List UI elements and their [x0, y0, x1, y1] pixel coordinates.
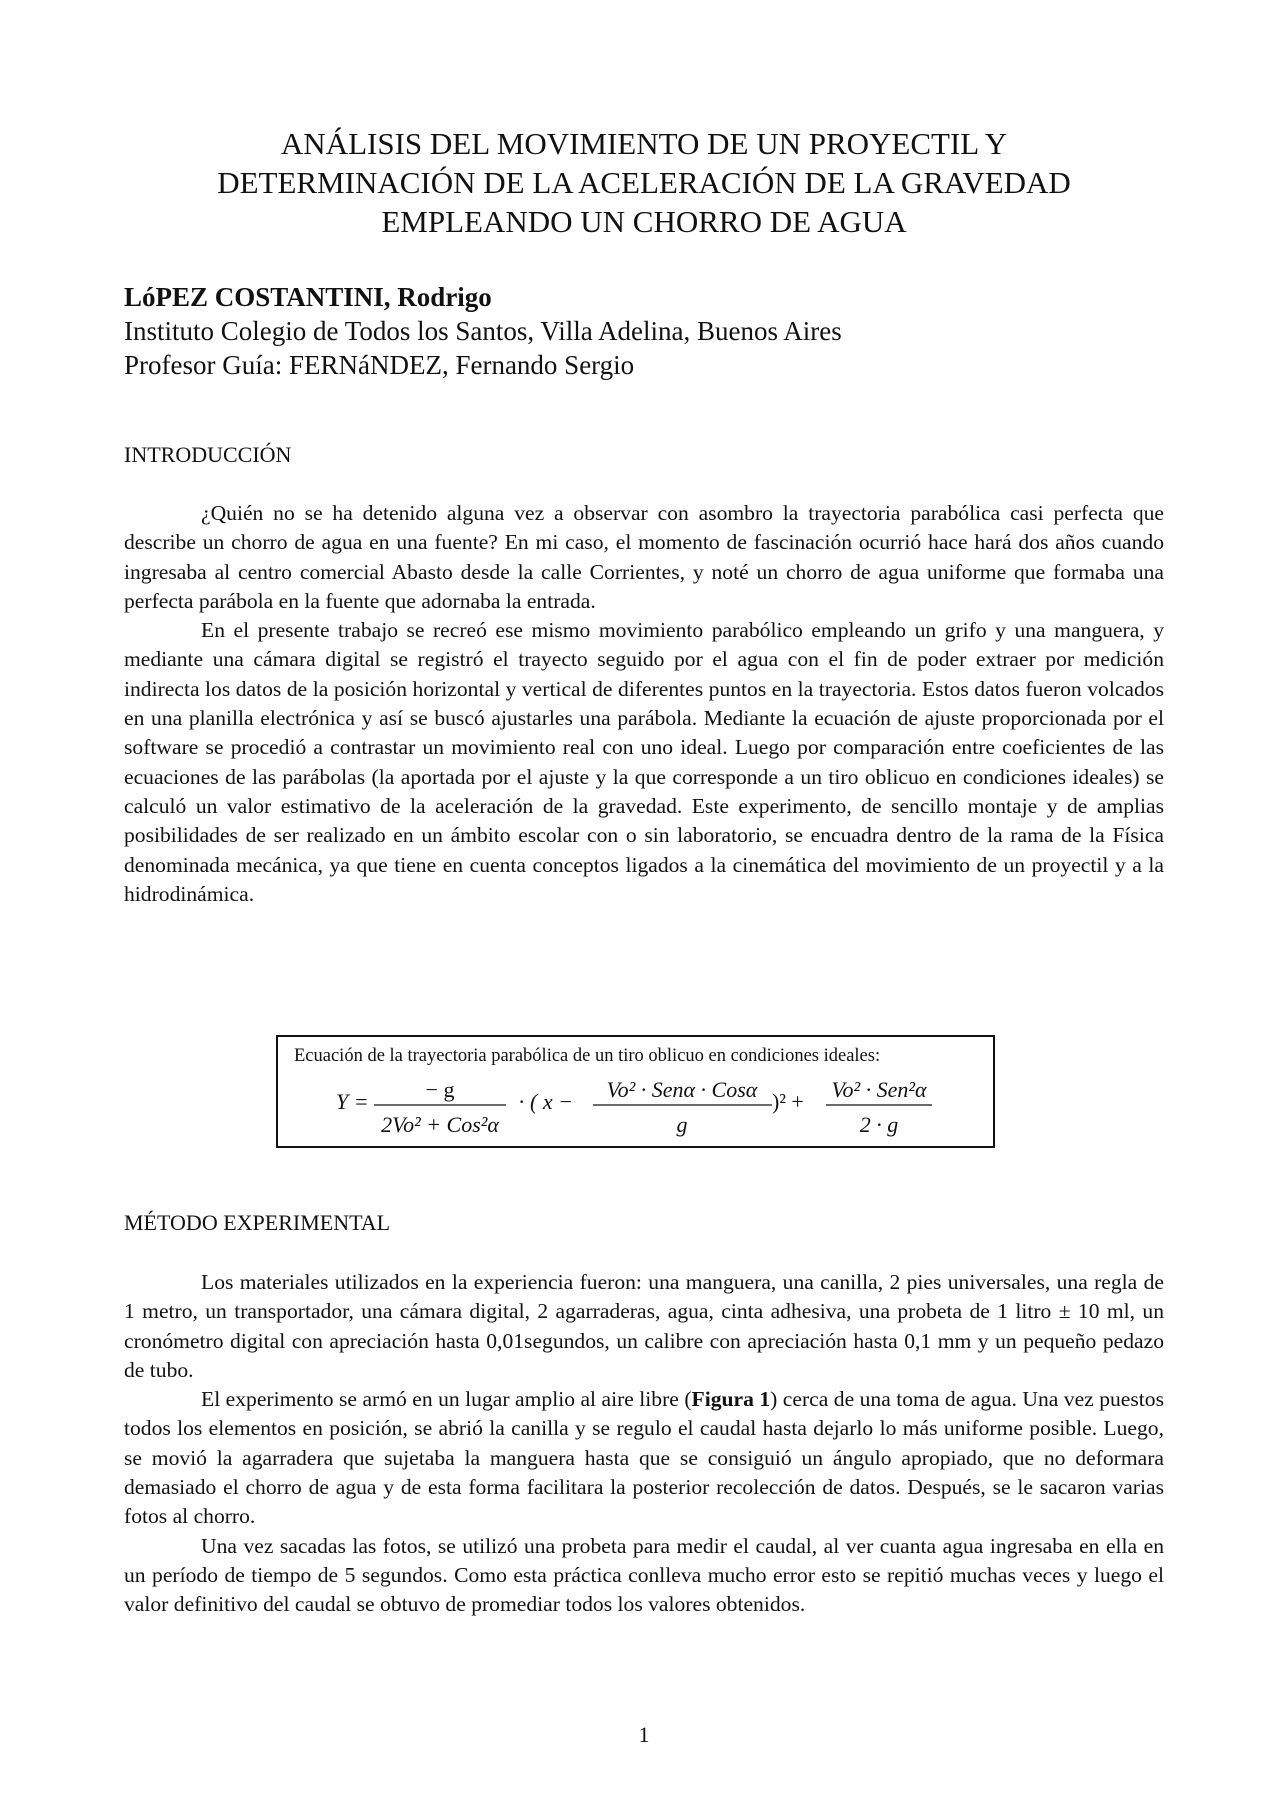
intro-heading: INTRODUCCIÓN [124, 442, 292, 467]
method-paragraph-1: Los materiales utilizados en la experiencia fueron: una manguera, una canilla, 2 pies universales, una regla de 1 metro, un transportador, una cámara digital, 2 agarraderas, agua, cinta adhesiva, una probeta de 1 litro ± 10 ml, un cronómetro digital con apreciación hasta 0,01segundos, un calibre con apreciación hasta 0,1 mm y un pequeño pedazo de tubo. [124, 1270, 1164, 1382]
method-paragraph-2 [124, 1385, 1164, 1531]
eq-open: ( x − [530, 1089, 573, 1114]
trajectory-equation [278, 1037, 997, 1150]
eq-den2: g [676, 1112, 688, 1137]
eq-dot: · [518, 1089, 526, 1114]
method-p2-end: ) cerca de una toma de agua. Una vez puestos todos los elementos en posición, se abrió la canilla y se regulo el caudal hasta dejarlo lo más uniforme posible. Luego, se movió la agarradera que sujetaba la manguera hasta que se consiguió un ángulo apropiado, que no deformara demasiado el chorro de agua y de esta forma facilitara la posterior recolección de datos. Después, se le sacaron varias fotos al chorro. [124, 1387, 1164, 1529]
eq-num1: − g [425, 1077, 455, 1102]
intro-paragraph-1: ¿Quién no se ha detenido alguna vez a observar con asombro la trayectoria parabólica casi perfecta que describe un chorro de agua en una fuente? En mi caso, el momento de fascinación ocurrió hace hará dos años cuando ingresaba al centro comercial Abasto desde la calle Corrientes, y noté un chorro de agua uniforme que formaba una perfecta parábola en la fuente que adornaba la entrada. [124, 501, 1164, 613]
eq-num3: Vo² · Sen²α [831, 1077, 927, 1102]
method-heading: MÉTODO EXPERIMENTAL [124, 1210, 391, 1235]
eq-close: )² + [772, 1089, 804, 1114]
title-line-1: ANÁLISIS DEL MOVIMIENTO DE UN PROYECTIL Y [280, 126, 1008, 161]
method-body [124, 1268, 1164, 1620]
intro-paragraph-2: En el presente trabajo se recreó ese mismo movimiento parabólico empleando un grifo y una manguera, y mediante una cámara digital se registró el trayecto seguido por el agua con el fin de poder extraer por medición indirecta los datos de la posición horizontal y vertical de diferentes puntos en la trayectoria. Estos datos fueron volcados en una planilla electrónica y así se buscó ajustarles una parábola. Mediante la ecuación de ajuste proporcionada por el software se procedió a contrastar un movimiento real con uno ideal. Luego por comparación entre coeficientes de las ecuaciones de las parábolas (la aportada por el ajuste y la que corresponde a un tiro oblicuo en condiciones ideales) se calculó un valor estimativo de la aceleración de la gravedad. Este experimento, de sencillo montaje y de amplias posibilidades de ser realizado en un ámbito escolar con o sin laboratorio, se encuadra dentro de la rama de la Física denominada mecánica, ya que tiene en cuenta conceptos ligados a la cinemática del movimiento de un proyectil y a la hidrodinámica. [124, 618, 1164, 906]
author-advisor: Profesor Guía: FERNáNDEZ, Fernando Sergio [124, 350, 635, 380]
page-number: 1 [638, 1722, 650, 1747]
method-p2-start: El experimento se armó en un lugar amplio al aire libre ( [201, 1387, 692, 1412]
figure-1-reference: Figura 1 [691, 1387, 771, 1412]
title-line-2: DETERMINACIÓN DE LA ACELERACIÓN DE LA GRAVEDAD [217, 165, 1071, 200]
paper-title [124, 124, 1164, 241]
method-paragraph-3: Una vez sacadas las fotos, se utilizó una probeta para medir el caudal, al ver cuanta agua ingresaba en ella en un período de tiempo de 5 segundos. Como esta práctica conlleva mucho error esto se repitió muchas veces y luego el valor definitivo del caudal se obtuvo de promediar todos los valores obtenidos. [124, 1533, 1164, 1617]
intro-body [124, 499, 1164, 909]
author-name: LóPEZ COSTANTINI, Rodrigo [124, 282, 492, 312]
author-block [124, 280, 842, 382]
eq-den1: 2Vo² + Cos²α [381, 1112, 499, 1137]
eq-den3: 2 · g [859, 1112, 899, 1137]
eq-lhs: Y = [336, 1089, 369, 1114]
author-institution: Instituto Colegio de Todos los Santos, Villa Adelina, Buenos Aires [124, 316, 842, 346]
eq-num2: Vo² · Senα · Cosα [606, 1077, 758, 1102]
equation-caption: Ecuación de la trayectoria parabólica de un tiro oblicuo en condiciones ideales: [294, 1046, 881, 1066]
equation-box [276, 1035, 995, 1148]
title-line-3: EMPLEANDO UN CHORRO DE AGUA [381, 204, 907, 239]
